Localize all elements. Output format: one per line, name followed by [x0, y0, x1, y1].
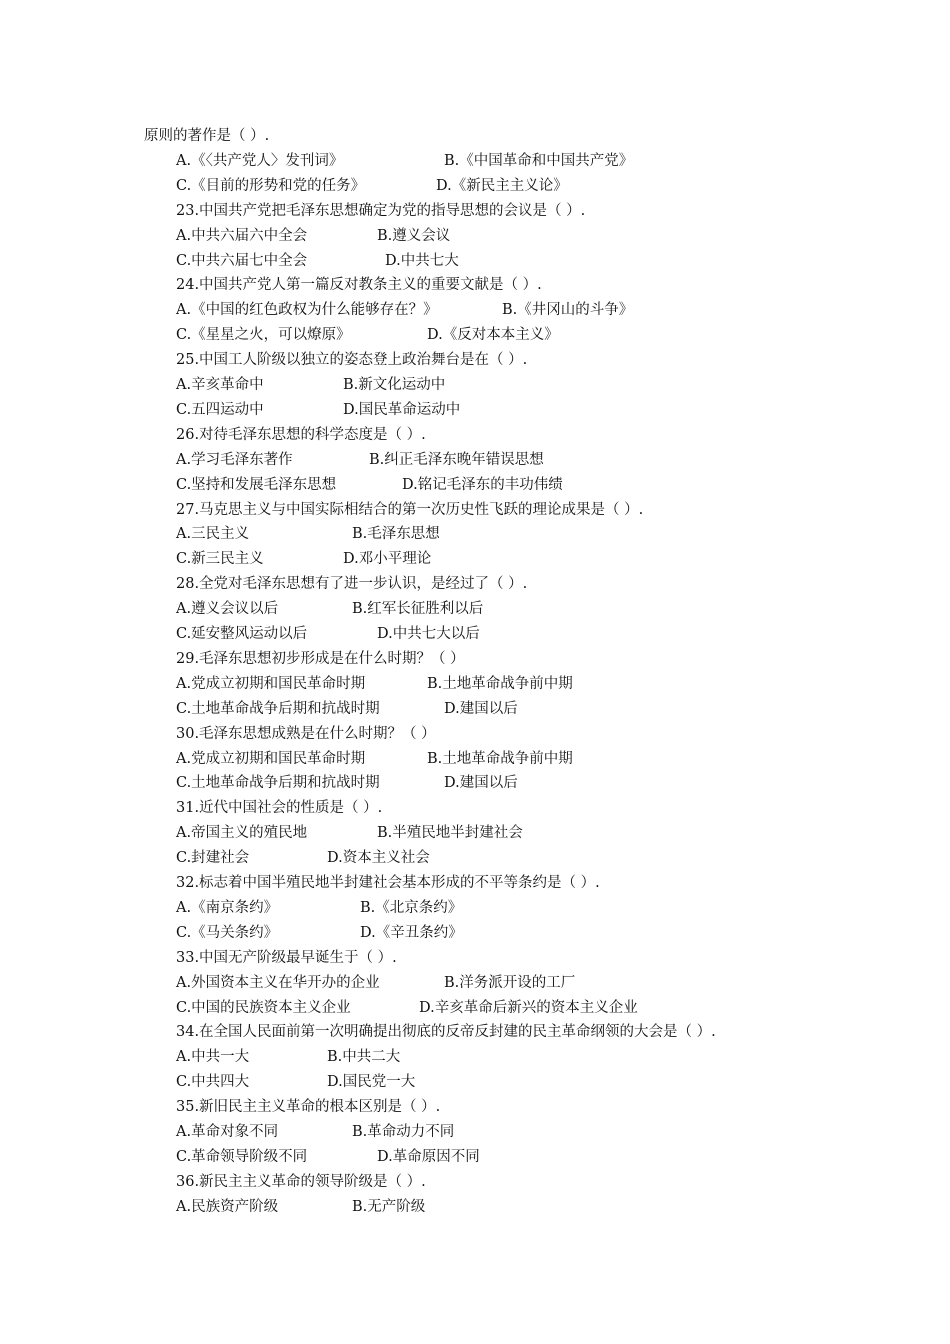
answer-option: D.资本主义社会 — [327, 850, 430, 866]
answer-option: A.遵义会议以后 — [176, 601, 279, 617]
answer-option: B.半殖民地半封建社会 — [377, 825, 523, 841]
answer-option: D.革命原因不同 — [377, 1149, 480, 1165]
answer-option: B.革命动力不同 — [352, 1124, 455, 1140]
answer-option: D.《反对本本主义》 — [427, 327, 559, 343]
question-text: 35.新旧民主主义革命的根本区别是（ ）. — [176, 1099, 441, 1115]
answer-option: C.五四运动中 — [176, 402, 264, 418]
answer-option: D.建国以后 — [444, 701, 518, 717]
answer-option: A.党成立初期和国民革命时期 — [176, 676, 366, 692]
answer-option: C.坚持和发展毛泽东思想 — [176, 477, 337, 493]
question-text: 30.毛泽东思想成熟是在什么时期？（ ） — [176, 726, 436, 742]
answer-option: A.《〈共产党人〉发刊词》 — [176, 153, 344, 169]
answer-option: D.中共七大 — [385, 253, 459, 269]
answer-option: C.封建社会 — [176, 850, 250, 866]
question-text: 26.对待毛泽东思想的科学态度是（ ）. — [176, 427, 426, 443]
question-text: 29.毛泽东思想初步形成是在什么时期？（ ） — [176, 651, 465, 667]
answer-option: D.建国以后 — [444, 775, 518, 791]
answer-option: D.《辛丑条约》 — [360, 925, 463, 941]
question-text: 28.全党对毛泽东思想有了进一步认识，是经过了（ ）. — [176, 576, 528, 592]
answer-option: B.毛泽东思想 — [352, 526, 440, 542]
answer-option: B.遵义会议 — [377, 228, 451, 244]
answer-option: C.中共四大 — [176, 1074, 250, 1090]
answer-option: B.红军长征胜利以后 — [352, 601, 484, 617]
answer-option: B.土地革命战争前中期 — [427, 676, 573, 692]
answer-option: A.中共六届六中全会 — [176, 228, 308, 244]
answer-option: D.国民党一大 — [327, 1074, 416, 1090]
answer-option: D.国民革命运动中 — [343, 402, 461, 418]
answer-option: B.土地革命战争前中期 — [427, 751, 573, 767]
answer-option: C.新三民主义 — [176, 551, 264, 567]
answer-option: C.革命领导阶级不同 — [176, 1149, 308, 1165]
answer-option: C.延安整风运动以后 — [176, 626, 308, 642]
answer-option: C.《星星之火，可以燎原》 — [176, 327, 351, 343]
answer-option: B.新文化运动中 — [343, 377, 446, 393]
answer-option: D.辛亥革命后新兴的资本主义企业 — [419, 1000, 638, 1016]
answer-option: B.中共二大 — [327, 1049, 401, 1065]
answer-option: A.学习毛泽东著作 — [176, 452, 293, 468]
answer-option: A.《中国的红色政权为什么能够存在？》 — [176, 302, 438, 318]
answer-option: A.帝国主义的殖民地 — [176, 825, 308, 841]
answer-option: A.辛亥革命中 — [176, 377, 264, 393]
answer-option: B.纠正毛泽东晚年错误思想 — [369, 452, 544, 468]
question-text: 23.中国共产党把毛泽东思想确定为党的指导思想的会议是（ ）. — [176, 203, 586, 219]
answer-option: D.铭记毛泽东的丰功伟绩 — [402, 477, 563, 493]
question-text: 36.新民主主义革命的领导阶级是（ ）. — [176, 1174, 426, 1190]
answer-option: A.外国资本主义在华开办的企业 — [176, 975, 380, 991]
answer-option: C.《马关条约》 — [176, 925, 279, 941]
question-text: 27.马克思主义与中国实际相结合的第一次历史性飞跃的理论成果是（ ）. — [176, 502, 644, 518]
question-text: 34.在全国人民面前第一次明确提出彻底的反帝反封建的民主革命纲领的大会是（ ）. — [176, 1024, 716, 1040]
answer-option: C.土地革命战争后期和抗战时期 — [176, 701, 380, 717]
answer-option: A.中共一大 — [176, 1049, 250, 1065]
answer-option: D.邓小平理论 — [343, 551, 432, 567]
answer-option: B.洋务派开设的工厂 — [444, 975, 576, 991]
question-text: 24.中国共产党人第一篇反对教条主义的重要文献是（ ）. — [176, 277, 542, 293]
answer-option: C.土地革命战争后期和抗战时期 — [176, 775, 380, 791]
answer-option: C.《目前的形势和党的任务》 — [176, 178, 366, 194]
question-text: 33.中国无产阶级最早诞生于（ ）. — [176, 950, 397, 966]
answer-option: B.《井冈山的斗争》 — [502, 302, 634, 318]
answer-option: B.无产阶级 — [352, 1199, 426, 1215]
question-continuation: 原则的著作是（ ）. — [144, 128, 270, 144]
answer-option: A.革命对象不同 — [176, 1124, 279, 1140]
answer-option: B.《北京条约》 — [360, 900, 463, 916]
answer-option: B.《中国革命和中国共产党》 — [444, 153, 634, 169]
answer-option: D.中共七大以后 — [377, 626, 480, 642]
answer-option: C.中国的民族资本主义企业 — [176, 1000, 351, 1016]
question-text: 25.中国工人阶级以独立的姿态登上政治舞台是在（ ）. — [176, 352, 528, 368]
answer-option: A.党成立初期和国民革命时期 — [176, 751, 366, 767]
question-text: 32.标志着中国半殖民地半封建社会基本形成的不平等条约是（ ）. — [176, 875, 600, 891]
answer-option: A.三民主义 — [176, 526, 250, 542]
answer-option: A.民族资产阶级 — [176, 1199, 279, 1215]
answer-option: D.《新民主主义论》 — [436, 178, 568, 194]
answer-option: A.《南京条约》 — [176, 900, 279, 916]
question-text: 31.近代中国社会的性质是（ ）. — [176, 800, 383, 816]
answer-option: C.中共六届七中全会 — [176, 253, 308, 269]
